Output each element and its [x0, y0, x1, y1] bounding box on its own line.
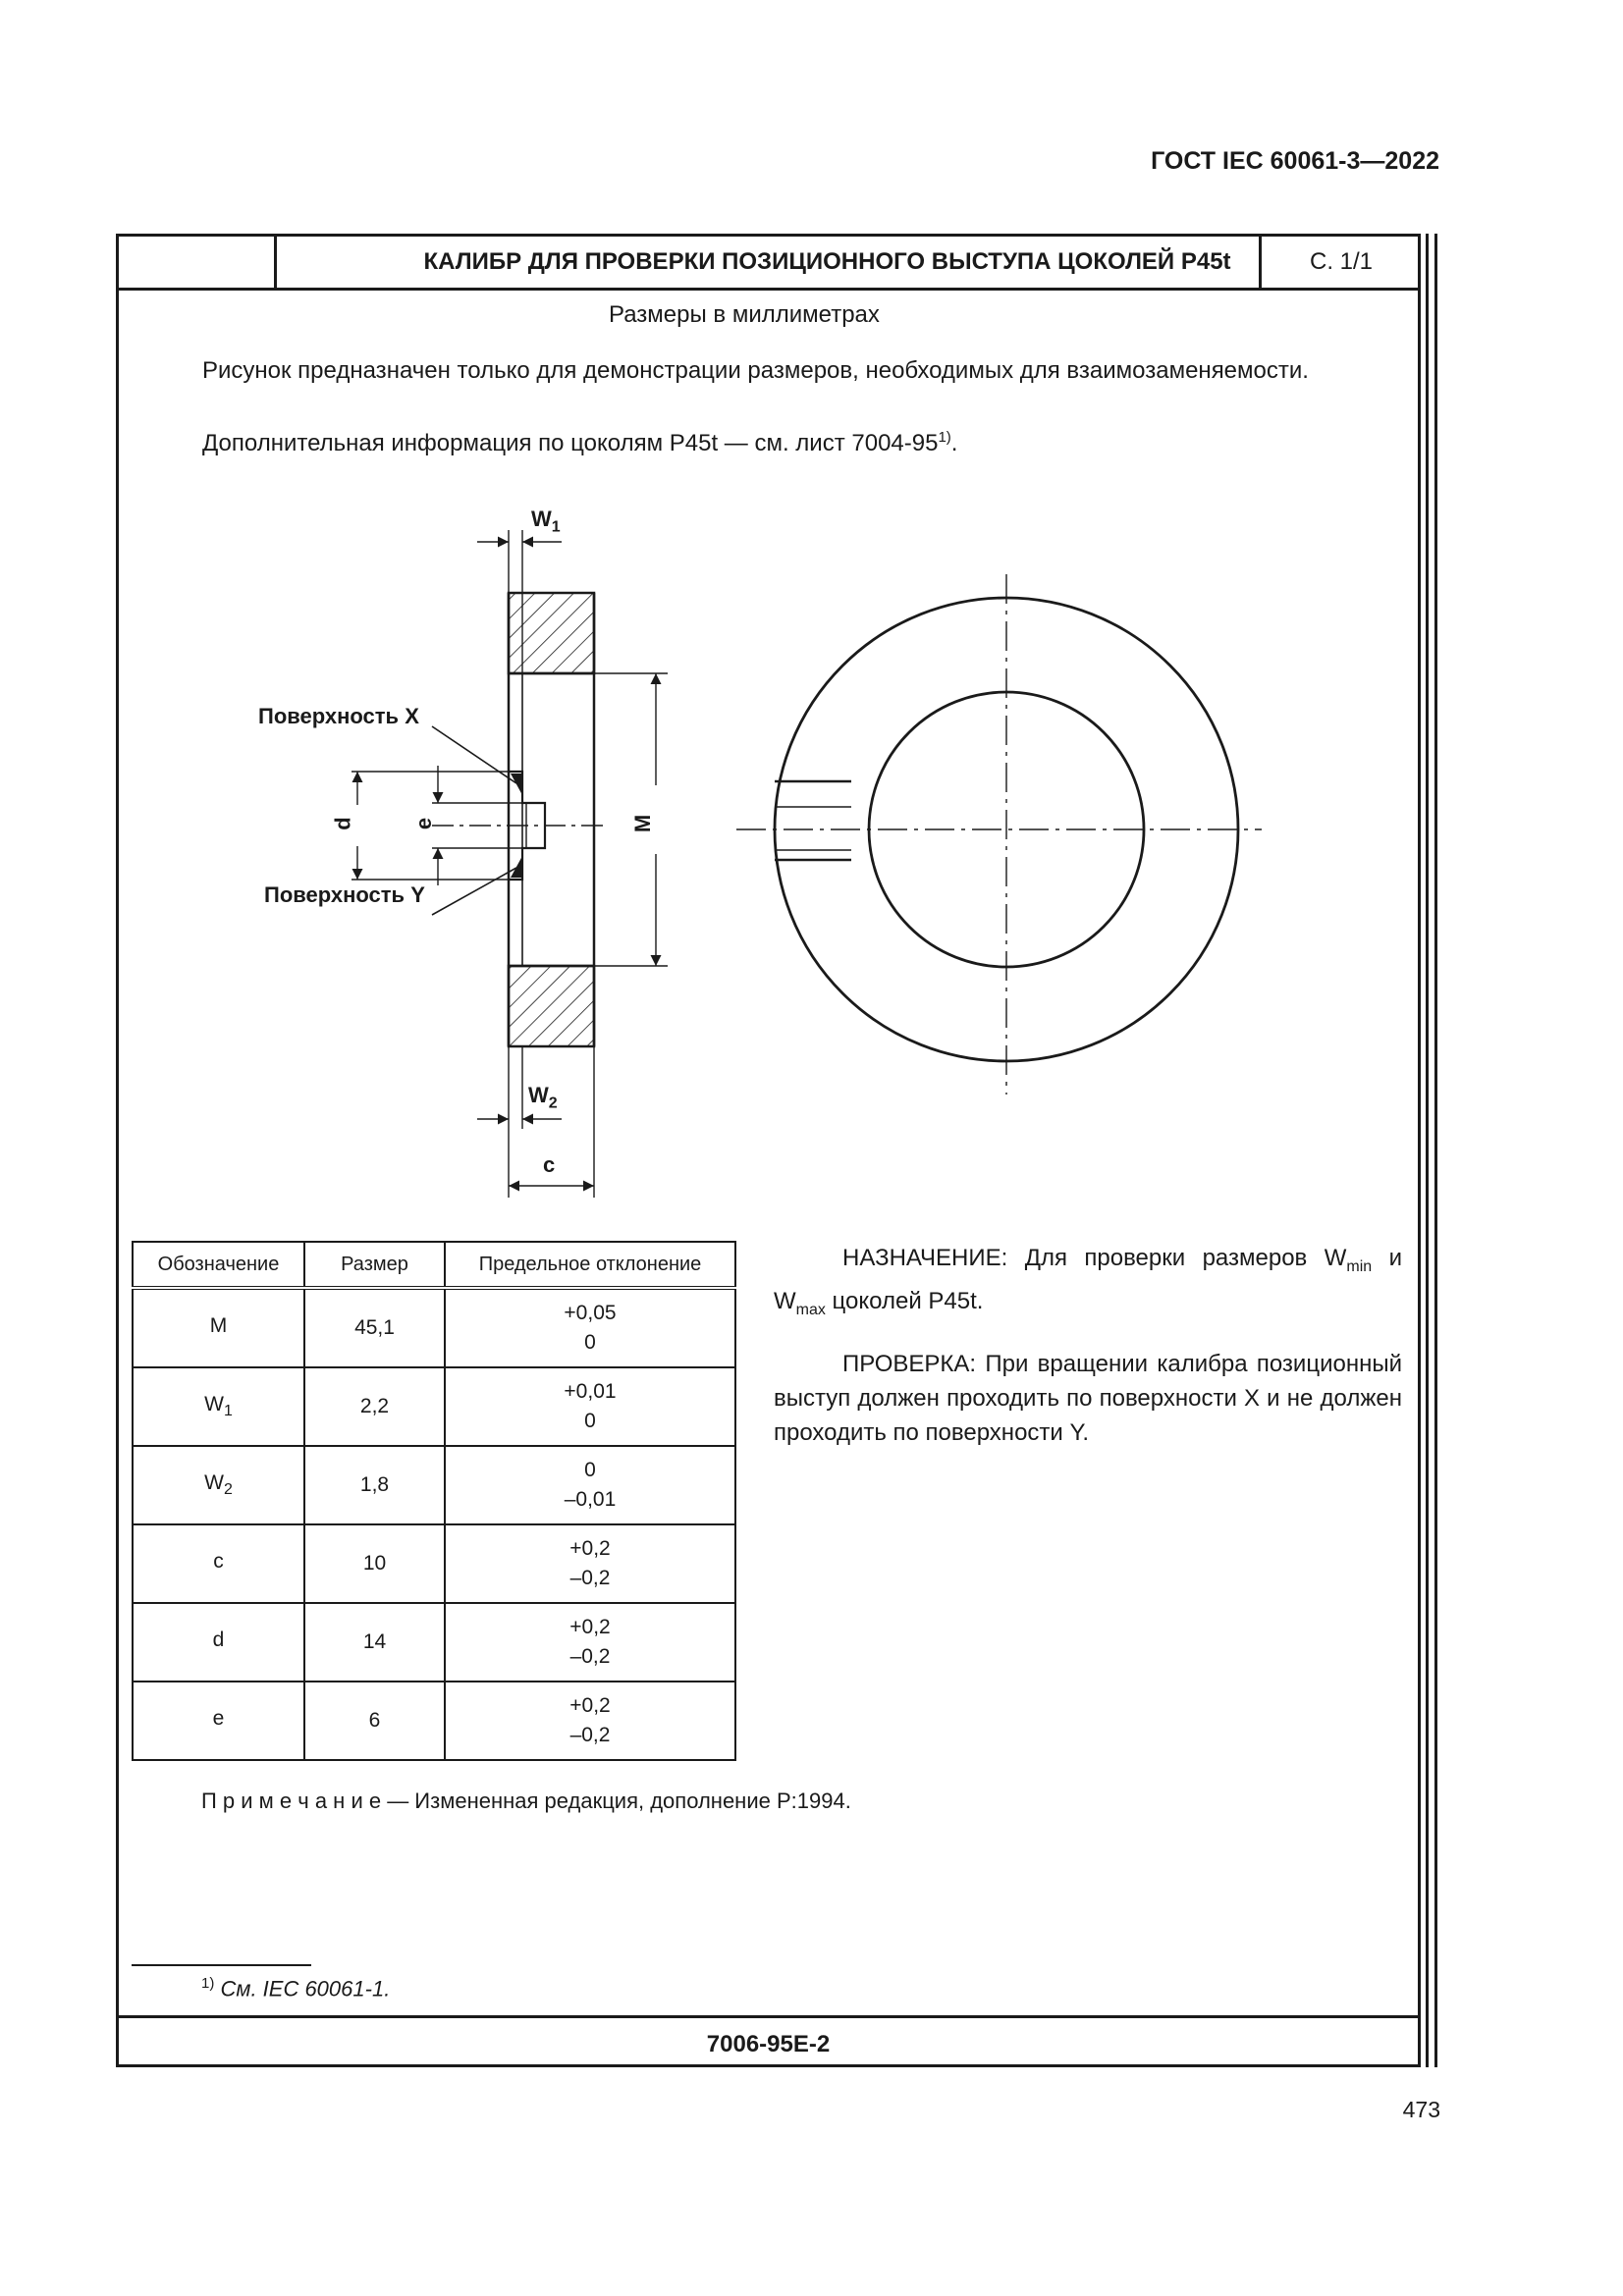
cell-tolerance: +0,2 –0,2: [445, 1682, 735, 1760]
footnote: $^{1)}$ См. IEC 60061-1.: [201, 1975, 391, 2002]
purpose-block: [774, 1241, 1402, 1450]
front-view: [736, 574, 1262, 1095]
label-c: c: [543, 1152, 556, 1177]
cell-symbol: c: [133, 1524, 304, 1603]
cell-size: 45,1: [304, 1288, 445, 1367]
cell-tolerance: 0 –0,01: [445, 1446, 735, 1524]
note: П р и м е ч а н и е — Измененная редакция, дополнение P:1994.: [201, 1789, 851, 1813]
sheet-code: 7006-95E-2: [706, 2031, 831, 2057]
table-row: [133, 1288, 735, 1367]
cell-size: 10: [304, 1524, 445, 1603]
sheet-title: КАЛИБР ДЛЯ ПРОВЕРКИ ПОЗИЦИОННОГО ВЫСТУПА ЦОКОЛЕЙ P45t: [423, 248, 1231, 275]
table-row: [133, 1603, 735, 1682]
table-row: [133, 1524, 735, 1603]
header-symbol: Обозначение: [133, 1242, 304, 1288]
cell-tolerance: +0,01 0: [445, 1367, 735, 1446]
dimension-table: [132, 1241, 736, 1761]
check-paragraph: ПРОВЕРКА: При вращении калибра позиционный выступ должен проходить по поверхности X и не должен проходить по поверхности Y.: [774, 1350, 1402, 1446]
table-header-row: [133, 1242, 735, 1288]
label-d: d: [330, 817, 355, 830]
header-tolerance: Предельное отклонение: [445, 1242, 735, 1288]
label-w2: $W_2$: [528, 1083, 558, 1112]
cell-size: 2,2: [304, 1367, 445, 1446]
units-note: Размеры в миллиметрах: [609, 301, 880, 328]
key-protrusion: [775, 781, 851, 860]
cell-tolerance: +0,05 0: [445, 1288, 735, 1367]
cell-symbol: $W_1$: [133, 1367, 304, 1446]
lower-ring-section: [509, 966, 594, 1046]
cell-size: 6: [304, 1682, 445, 1760]
table-row: [133, 1446, 735, 1524]
label-surface-y: Поверхность Y: [264, 882, 425, 907]
intro-paragraph: Рисунок предназначен только для демонстрации размеров, необходимых для взаимозаменяемости.: [202, 357, 1309, 384]
footnote-separator: [132, 1964, 311, 1966]
table-row: [133, 1682, 735, 1760]
cell-symbol: d: [133, 1603, 304, 1682]
label-w1: $W_1$: [531, 507, 561, 536]
header-size: Размер: [304, 1242, 445, 1288]
cell-tolerance: +0,2 –0,2: [445, 1603, 735, 1682]
side-view: [352, 530, 668, 1198]
footnote-ref: 1): [938, 429, 951, 446]
cell-symbol: M: [133, 1288, 304, 1367]
extra-info-text: Дополнительная информация по цоколям P45t — см. лист 7004-95: [202, 430, 939, 456]
sheet-page: С. 1/1: [1259, 237, 1421, 288]
cell-symbol: $W_2$: [133, 1446, 304, 1524]
label-m: M: [630, 814, 656, 833]
table-row: [133, 1367, 735, 1446]
cell-size: 14: [304, 1603, 445, 1682]
purpose-paragraph: НАЗНАЧЕНИЕ: Для проверки размеров $W_{min}$ и $W_{max}$ цоколей P45t.: [774, 1245, 1402, 1318]
label-e: e: [411, 817, 437, 830]
page-number: 473: [1402, 2097, 1440, 2122]
standard-designation: ГОСТ IEC 60061-3—2022: [1151, 147, 1439, 175]
cell-symbol: e: [133, 1682, 304, 1760]
upper-ring-section: [509, 593, 594, 673]
extra-info-end: .: [950, 430, 958, 456]
cell-tolerance: +0,2 –0,2: [445, 1524, 735, 1603]
label-surface-x: Поверхность X: [258, 704, 419, 728]
cell-size: 1,8: [304, 1446, 445, 1524]
